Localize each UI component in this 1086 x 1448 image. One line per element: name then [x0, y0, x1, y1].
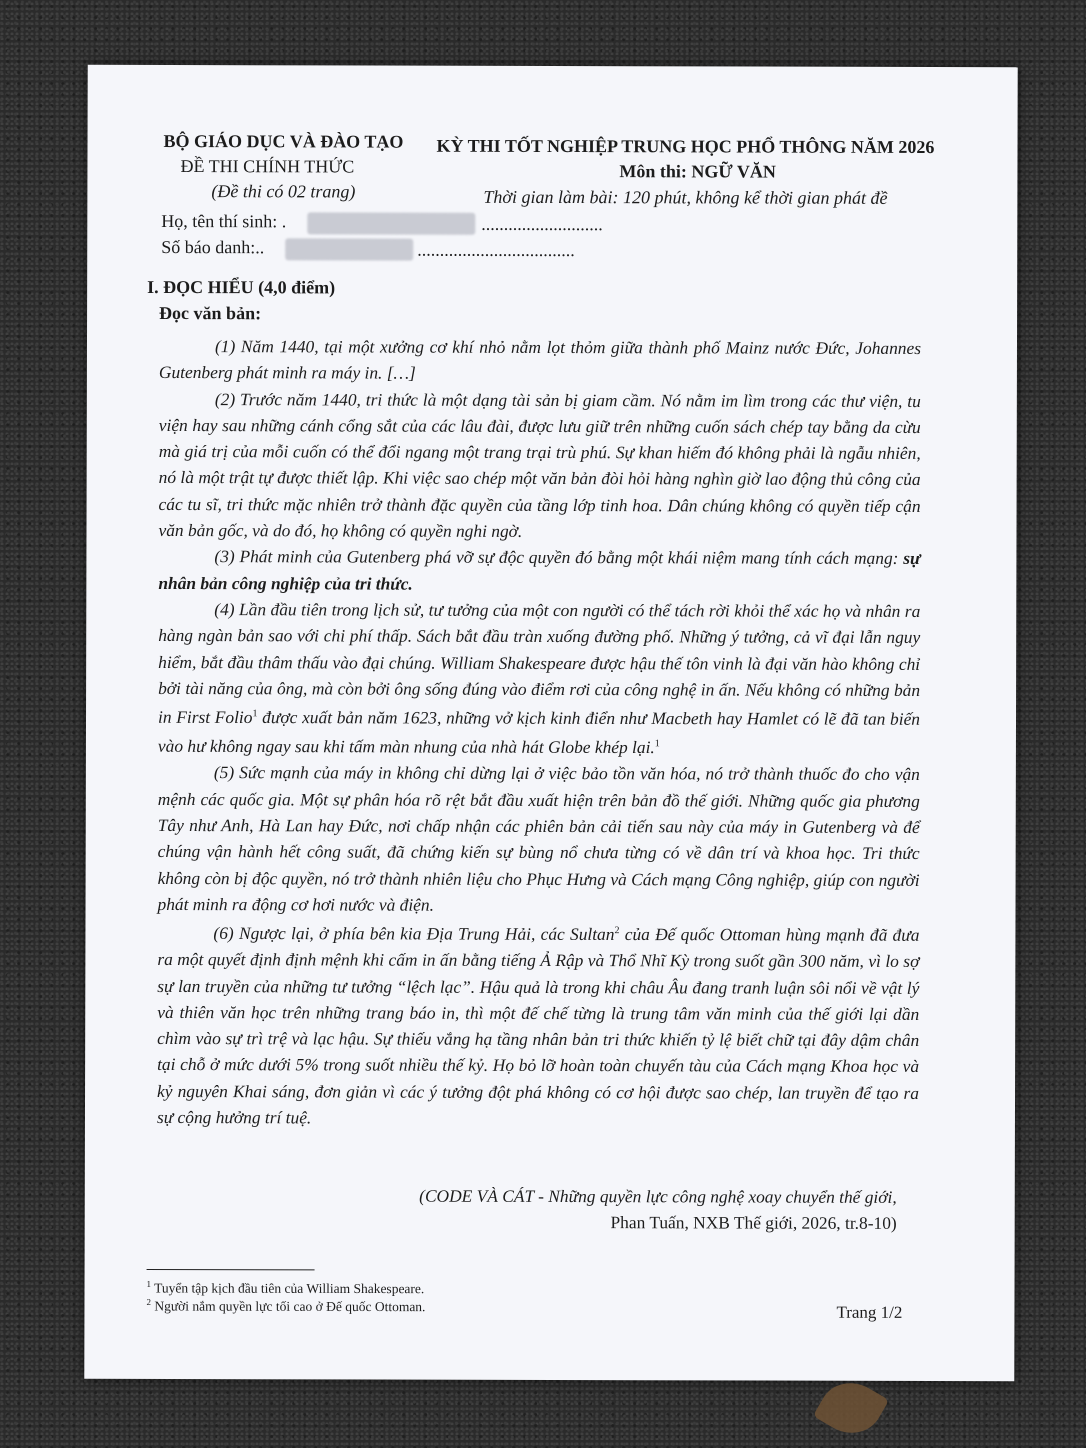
footnote-ref-1b: 1 — [654, 738, 660, 750]
footnote-1: $^1$ Tuyển tập kịch đầu tiên của William Shakespeare. — [146, 1278, 425, 1297]
candidate-name-label: Họ, tên thí sinh: . — [161, 210, 287, 232]
paragraph-3: (3) Phát minh của Gutenberg phá vỡ sự độc quyền đó bằng một khái niệm mang tính cách mạng: sự nhân bản công nghiệp của tri thức. — [158, 546, 921, 594]
reading-instruction: Đọc văn bản: — [159, 302, 262, 324]
exam-title: KỲ THI TỐT NGHIỆP TRUNG HỌC PHỔ THÔNG NĂM 2026 — [436, 135, 935, 158]
source-citation-line1: (CODE VÀ CÁT - Những quyền lực công nghệ xoay chuyển thế giới, — [419, 1185, 897, 1207]
redacted-name — [307, 212, 475, 234]
candidate-name-dots: ........................... — [481, 213, 603, 235]
exam-paper-sheet — [84, 65, 1017, 1381]
paragraph-2: (2) Trước năm 1440, tri thức là một dạng tài sản bị giam cầm. Nó nằm im lìm trong các thư viện, tu viện hay sau những cánh cổng sắt của các lâu đài, được lưu giữ trên những cuốn sách chép tay bằng da cừu mà giá trị của mỗi cuốn có thể đổi ngang một trang trại trù phú. Sự khan hiếm đó không phải là ngẫu nhiên, nó là một trật tự được thiết lập. Khi việc sao chép một văn bản đòi hỏi hàng nghìn giờ lao động thủ công của các tu sĩ, tri thức mặc nhiên trở thành đặc quyền của tầng lớp tinh hoa. Dân chúng không có quyền tiếp cận văn bản gốc, và do đó, họ không có quyền nghi ngờ. — [158, 388, 921, 542]
page-count-note: (Đề thi có 02 trang) — [211, 181, 356, 202]
candidate-id-label: Số báo danh:.. — [161, 236, 265, 258]
footnote-2: $^2$ Người nắm quyền lực tối cao ở Đế quốc Ottoman. — [146, 1296, 426, 1315]
paragraph-4: (4) Lần đầu tiên trong lịch sử, tư tưởng của một con người có thể tách rời khỏi thể xác họ và nhân ra hàng ngàn bản sao với chi phí thấp. Sách bắt đầu tràn xuống đường phố. Những ý tưởng, cả vĩ đại lẫn nguy hiểm, bắt đầu thâm thấu vào đại chúng. William Shakespeare được hậu thế tôn vinh là đại văn hào không chỉ bởi tài năng của ông, mà còn bởi ông sống đúng vào điểm rơi của công nghệ in ấn. Nếu không có những bản in First Folio$^1$ được xuất bản năm 1623, những vở kịch kinh điển như Macbeth hay Hamlet có lẽ đã tan biến vào hư không ngay sau khi tấm màn nhung của nhà hát Globe khép lại.$^1$ — [157, 599, 921, 758]
footnote-divider — [147, 1269, 315, 1270]
key-phrase: sự nhân bản công nghiệp của tri thức. — [158, 548, 921, 594]
section-title: I. ĐỌC HIỂU (4,0 điểm) — [147, 276, 336, 298]
subject-label: Môn thi: NGỮ VĂN — [619, 161, 776, 182]
official-exam-label: ĐỀ THI CHÍNH THỨC — [180, 156, 355, 177]
source-citation-line2: Phan Tuấn, NXB Thế giới, 2026, tr.8-10) — [610, 1212, 897, 1233]
paragraph-1: (1) Năm 1440, tại một xưởng cơ khí nhỏ nằm lọt thỏm giữa thành phố Mainz nước Đức, Johannes Gutenberg phát minh ra máy in. […] — [158, 336, 922, 383]
paragraph-6: (6) Ngược lại, ở phía bên kia Địa Trung Hải, các Sultan$^2$ của Đế quốc Ottoman hùng mạnh đã đưa ra một quyết định định mệnh khi cấm in ấn bằng tiếng Ả Rập và Thổ Nhĩ Kỳ trong suốt gần 300 năm, vì lo sợ sự lan truyền của những tư tưởng “lệch lạc”. Hậu quả là trong khi châu Âu đang tranh luận sôi nổi về vật lý và thiên văn học trên những trang báo in, thì một đế chế từng là trung tâm văn minh của thế giới lại dần chìm vào sự trì trệ và lạc hậu. Sự thiếu vắng hạ tầng nhân bản tri thức khiến tỷ lệ biết chữ tại đây dậm chân tại chỗ ở mức dưới 5% trong suốt nhiều thế kỷ. Họ bỏ lỡ hoàn toàn chuyến tàu của Cách mạng Khoa học và kỷ nguyên Khai sáng, đơn giản vì các ý tưởng đột phá không có cơ hội được sao chép, lan truyền để tạo ra sự cộng hưởng trí tuệ. — [156, 923, 920, 1128]
footnote-ref-2: 2 — [614, 925, 620, 937]
dry-leaf-decoration — [813, 1371, 889, 1445]
paragraph-5: (5) Sức mạnh của máy in không chỉ dừng lại ở việc bảo tồn văn hóa, nó trở thành thuốc đo cho vận mệnh các quốc gia. Một sự phân hóa rõ rệt bắt đầu xuất hiện trên bản đồ thế giới. Những quốc gia phương Tây như Anh, Hà Lan hay Đức, nơi chấp nhận các phiên bản cải tiến sau này của máy in Gutenberg và để chúng vận hành hết công suất, đã chứng kiến sự bùng nổ chưa từng có về dân trí và khoa học. Tri thức không còn bị độc quyền, nó trở thành nhiên liệu cho Phục Hưng và Cách mạng Công nghiệp, giúp con người phát minh ra động cơ hơi nước và điện. — [157, 762, 920, 915]
time-allowed: Thời gian làm bài: 120 phút, không kể thời gian phát đề — [483, 186, 888, 208]
reading-passage — [157, 333, 921, 1132]
candidate-id-dots: ................................... — [417, 239, 575, 261]
footnote-ref-1: 1 — [252, 708, 258, 720]
ministry-name: BỘ GIÁO DỤC VÀ ĐÀO TẠO — [163, 130, 404, 152]
redacted-id — [285, 238, 413, 260]
page-number: Trang 1/2 — [836, 1302, 903, 1322]
